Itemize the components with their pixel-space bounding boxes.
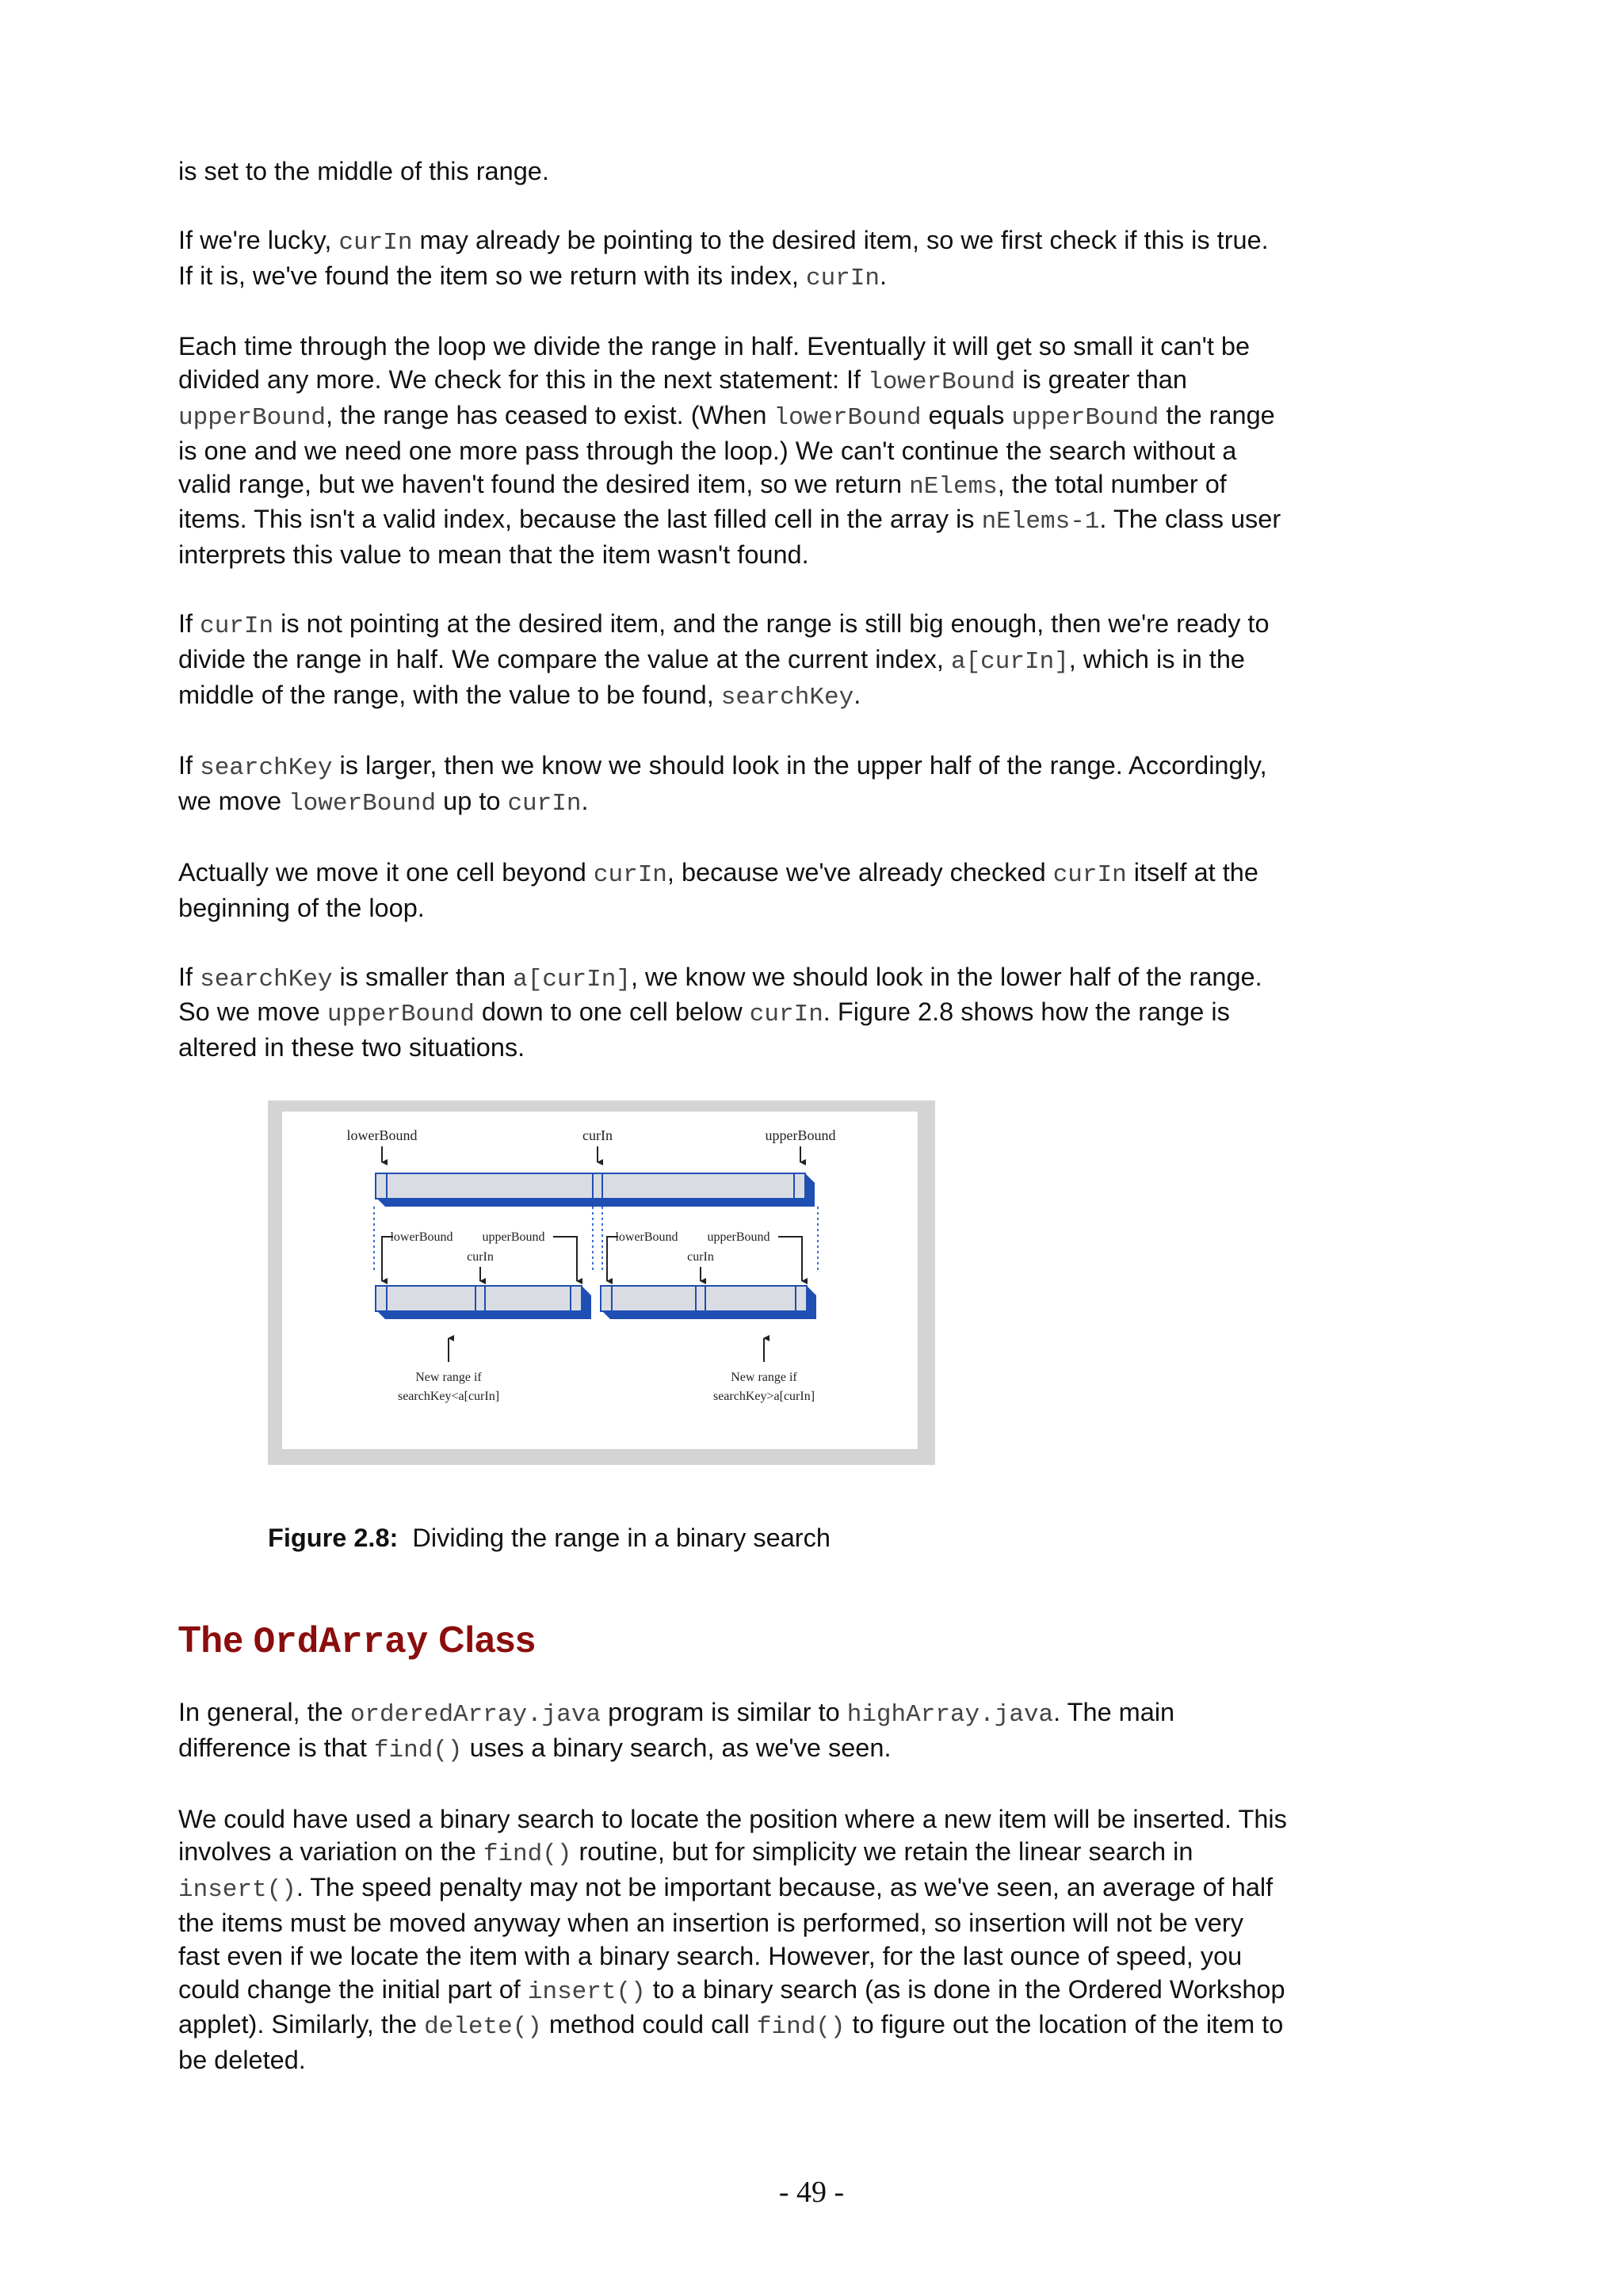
text: Actually we move it one cell beyond xyxy=(178,857,594,887)
inline-code: upperBound xyxy=(327,1001,475,1029)
inline-code: nElems-1 xyxy=(981,508,1100,536)
label-curin-right: curIn xyxy=(687,1249,714,1264)
label-upperbound-right: upperBound xyxy=(707,1230,770,1244)
text: . xyxy=(581,787,589,816)
text: , the range has ceased to exist. (When xyxy=(326,400,774,429)
text: routine, but for simplicity we retain the linear search in xyxy=(571,1837,1193,1867)
text: In general, the xyxy=(178,1697,350,1726)
inline-code: a[curIn] xyxy=(950,647,1069,676)
inline-code: curIn xyxy=(338,228,413,257)
paragraph xyxy=(178,330,1288,572)
text: method could call xyxy=(541,2010,757,2039)
inline-code: delete() xyxy=(424,2013,542,2042)
label-lowerbound-left: lowerBound xyxy=(390,1230,453,1244)
paragraph xyxy=(178,1803,1288,2077)
diagram-svg xyxy=(282,1112,918,1449)
inline-code: upperBound xyxy=(1011,403,1159,432)
label-curin-left: curIn xyxy=(467,1249,494,1264)
text: If we're lucky, xyxy=(178,225,339,254)
text: to a binary search (as is done in the Ordered Workshop applet). Similarly, the xyxy=(178,1974,1285,2039)
inline-code: lowerBound xyxy=(773,403,922,432)
text: . The speed penalty may not be important because, as we've seen, an average of half the items must be moved anyway when an insertion is performed, so insertion will not be very fast even if we locate the item with a binary search. However, for the last ounce of speed, you could change the initial part of xyxy=(178,1873,1274,2004)
text: the range is one and we need one more pass through the loop.) We can't continue the search without a valid range, but we haven't found the desired item, so we return xyxy=(178,400,1275,498)
note-left-line2: searchKey<a[curIn] xyxy=(397,1389,500,1403)
text: uses a binary search, as we've seen. xyxy=(462,1733,892,1762)
text: . xyxy=(879,261,888,290)
inline-code: lowerBound xyxy=(868,368,1016,397)
text: is not pointing at the desired item, and the range is still big enough, then we're ready to divide the range in half. We compare the value at the current index, xyxy=(178,608,1270,673)
paragraph xyxy=(178,961,1288,1065)
inline-code: nElems xyxy=(909,472,998,501)
text: We could have used a binary search to locate the position where a new item will be inserted. This involves a variation on the xyxy=(178,1804,1287,1867)
paragraph xyxy=(178,155,1288,189)
text: equals xyxy=(921,400,1012,429)
text: . xyxy=(854,680,861,709)
text: , because we've already checked xyxy=(666,857,1053,887)
paragraph xyxy=(178,224,1288,296)
text: is smaller than xyxy=(332,962,514,991)
inline-code: find() xyxy=(373,1736,463,1764)
text: . The class user interprets this value to mean that the item wasn't found. xyxy=(178,505,1281,570)
text: Each time through the loop we divide the range in half. Eventually it will get so small it can't be divided any more. We check for this in the next statement: If xyxy=(178,332,1251,395)
inline-code: lowerBound xyxy=(288,790,437,818)
text: If xyxy=(178,608,200,638)
text: If xyxy=(178,962,200,991)
label-upperbound-top: upperBound xyxy=(765,1127,836,1143)
text: , which is in the middle of the range, with the value to be found, xyxy=(178,644,1245,709)
text: program is similar to xyxy=(601,1697,847,1726)
heading-text: The xyxy=(178,1618,254,1660)
inline-code: searchKey xyxy=(200,965,333,994)
inline-code: highArray.java xyxy=(846,1700,1054,1729)
text: to figure out the location of the item to be deleted. xyxy=(178,2010,1284,2075)
paragraph xyxy=(178,749,1288,821)
note-right-line2: searchKey>a[curIn] xyxy=(712,1389,815,1403)
label-curin-top: curIn xyxy=(582,1127,613,1143)
array-bar-right-half xyxy=(601,1286,816,1319)
text: is greater than xyxy=(1015,365,1187,395)
paragraph xyxy=(178,856,1288,925)
text: itself at the beginning of the loop. xyxy=(178,857,1258,922)
heading-text: Class xyxy=(428,1618,536,1660)
paragraph xyxy=(178,608,1288,714)
heading-code: OrdArray xyxy=(253,1621,429,1663)
array-bar-left-half xyxy=(376,1286,591,1319)
text: is set to the middle of this range. xyxy=(178,157,549,185)
text: up to xyxy=(436,787,508,816)
text: If xyxy=(178,751,200,780)
text: , we know we should look in the lower half of the range. So we move xyxy=(178,962,1262,1027)
binary-search-diagram xyxy=(282,1112,918,1449)
text: may already be pointing to the desired item, so we first check if this is true. If it is, we've found the item so we return with its index, xyxy=(178,225,1269,290)
text: down to one cell below xyxy=(474,997,750,1027)
inline-code: curIn xyxy=(805,264,880,292)
note-right-line1: New range if xyxy=(731,1370,797,1384)
page-content xyxy=(178,155,1288,2113)
text: , the total number of items. This isn't a valid index, because the last filled cell in the array is xyxy=(178,469,1227,534)
bracket-arrow-upper-right xyxy=(778,1237,802,1281)
inline-code: insert() xyxy=(527,1978,646,2006)
inline-code: curIn xyxy=(1052,860,1127,889)
label-upperbound-left: upperBound xyxy=(482,1230,545,1244)
inline-code: find() xyxy=(483,1840,572,1869)
label-lowerbound-top: lowerBound xyxy=(346,1127,418,1143)
text: . Figure 2.8 shows how the range is altered in these two situations. xyxy=(178,997,1230,1062)
label-lowerbound-right: lowerBound xyxy=(615,1230,678,1244)
inline-code: searchKey xyxy=(200,754,333,783)
inline-code: curIn xyxy=(200,612,274,640)
inline-code: a[curIn] xyxy=(513,965,631,994)
section-heading xyxy=(178,1617,1288,1665)
bracket-arrow-upper-left xyxy=(553,1237,577,1281)
inline-code: orderedArray.java xyxy=(349,1700,601,1729)
text: . The main difference is that xyxy=(178,1697,1175,1762)
figure-frame xyxy=(268,1100,935,1465)
inline-code: insert() xyxy=(178,1876,296,1905)
caption-text: Dividing the range in a binary search xyxy=(412,1523,831,1552)
array-bar-full xyxy=(376,1173,815,1207)
inline-code: upperBound xyxy=(178,403,327,432)
note-left-line1: New range if xyxy=(415,1370,482,1384)
inline-code: find() xyxy=(756,2013,846,2042)
page-number: - 49 - xyxy=(778,2176,845,2209)
inline-code: curIn xyxy=(749,1001,823,1029)
text: is larger, then we know we should look in the upper half of the range. Accordingly, we move xyxy=(178,751,1267,816)
paragraph xyxy=(178,1696,1288,1768)
figure-caption xyxy=(268,1522,1288,1554)
caption-label: Figure 2.8: xyxy=(268,1523,399,1552)
inline-code: searchKey xyxy=(720,683,854,711)
inline-code: curIn xyxy=(593,860,667,889)
figure xyxy=(268,1100,1288,1522)
inline-code: curIn xyxy=(507,790,582,818)
